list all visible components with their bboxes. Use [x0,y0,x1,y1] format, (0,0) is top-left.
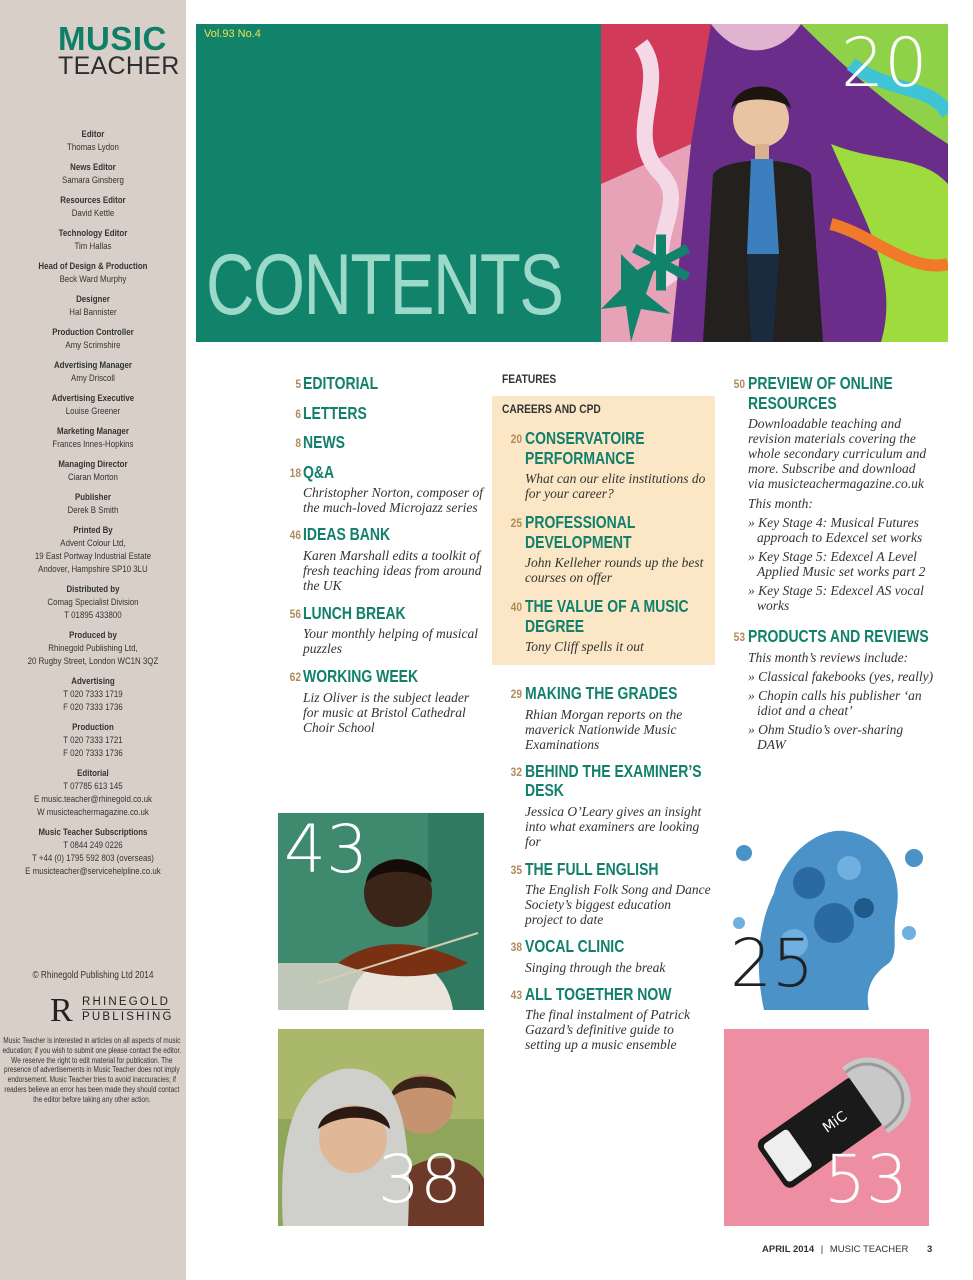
mic-logo-text: MiC [819,1108,851,1137]
entry-page-number: 53 [733,630,745,644]
contents-entry [285,525,485,593]
entry-page-number: 20 [510,432,522,446]
staff-name: Hal Bannister [69,307,117,318]
staff-name: Tim Hallas [74,241,112,252]
staff-role: Head of Design & Production [38,261,148,272]
entry-title: LUNCH BREAK [303,602,406,623]
entry-title: PREVIEW OF ONLINE [748,373,893,393]
entry-title: DEGREE [525,615,585,636]
gears-head-photo [724,813,929,1010]
contents-entry [729,374,934,613]
logo-line-teacher: TEACHER [58,52,180,80]
staff-group [0,491,186,517]
entry-title: THE VALUE OF A MUSIC [525,596,689,616]
right-contents-column [729,374,934,752]
staff-name: E musicteacher@servicehelpline.co.uk [25,866,161,877]
staff-group [0,629,186,668]
music-teacher-logo [58,20,180,80]
staff-role: Advertising [71,676,115,687]
asterisk-glyph: * [629,214,693,342]
staff-role: Music Teacher Subscriptions [38,827,148,838]
entry-description: The English Folk Song and Dance Society’s biggest education project to date [525,882,711,927]
footer-separator: | [820,1244,824,1255]
staff-name: Amy Driscoll [71,373,115,384]
careers-label: CAREERS AND CPD [502,402,601,416]
features-label: FEATURES [502,372,557,386]
preview-bullet: » Key Stage 4: Musical Futures approach to Edexcel set works [748,515,923,545]
contents-entry [506,762,711,849]
staff-role: Editor [81,129,105,140]
careers-label-wrap [502,402,618,416]
entry-title: VOCAL CLINIC [525,936,625,956]
gears-photo-page-number: 25 [730,925,814,1002]
staff-group [0,392,186,418]
entry-description: Tony Cliff spells it out [525,639,644,654]
contents-entry [506,684,711,752]
staff-name: 19 East Portway Industrial Estate [34,551,152,562]
left-contents-column [285,374,485,735]
staff-name: David Kettle [71,208,115,219]
hoodie-photo-page-number: 38 [378,1141,462,1218]
staff-role: Designer [76,294,110,305]
staff-name: F 020 7333 1736 [63,748,123,759]
entry-title: DESK [525,780,564,800]
violin-boy-photo [278,813,484,1010]
staff-group [0,524,186,576]
entry-title: EDITORIAL [303,373,379,393]
staff-role: Advertising Manager [53,360,132,371]
careers-list [506,429,711,654]
staff-group [0,161,186,187]
entry-title: WORKING WEEK [303,666,419,686]
entry-description: Singing through the break [525,959,666,975]
staff-name: W musicteachermagazine.co.uk [37,807,149,818]
entry-title: BEHIND THE EXAMINER’S [525,760,702,781]
staff-list [0,128,186,885]
staff-name: T 01895 433800 [64,610,122,621]
staff-group [0,260,186,286]
staff-name: Ciaran Morton [67,472,118,483]
staff-name: 20 Rugby Street, London WC1N 3QZ [27,656,159,667]
preview-bullet: » Key Stage 5: Edexcel AS vocal works [748,583,924,613]
contents-entry [285,433,485,453]
staff-role: Production Controller [52,327,134,338]
entry-title: Q&A [303,461,335,482]
entry-title: IDEAS BANK [303,524,391,544]
entry-page-number: 56 [289,606,301,621]
staff-role: Technology Editor [58,228,128,239]
staff-role: Managing Director [58,459,128,470]
entry-page-number: 25 [510,516,522,530]
entry-page-number: 6 [295,406,301,421]
products-bullet: » Ohm Studio’s over-sharing DAW [748,721,904,752]
entry-page-number: 50 [733,377,745,391]
contents-entry [506,597,711,654]
mic-photo-page-number: 53 [824,1141,908,1218]
entry-description: Rhian Morgan reports on the maverick Nationwide Music Examinations [525,706,683,752]
contents-entry [506,860,711,928]
staff-role: Resources Editor [60,195,126,206]
entry-title: PROFESSIONAL [525,512,636,532]
rhinegold-r-mark: R [50,992,73,1029]
staff-name: Comag Specialist Division [47,597,139,608]
entry-description: Your monthly helping of musical puzzles [303,626,479,656]
contents-entry [506,429,711,501]
entry-description: Jessica O’Leary gives an insight into what examiners are looking for [525,803,702,849]
staff-name: Rhinegold Publishing Ltd, [48,643,138,654]
masthead-sidebar [0,0,186,1280]
entry-description: Christopher Norton, composer of the much-loved Microjazz series [303,485,484,515]
entry-description: What can our elite institutions do for your career? [525,471,706,501]
staff-role: Produced by [69,630,117,641]
preview-bullet: » Key Stage 5: Edexcel A Level Applied Music set works part 2 [748,549,926,579]
staff-group [0,194,186,220]
entry-title: LETTERS [303,402,367,423]
staff-group [0,425,186,451]
entry-title: PERFORMANCE [525,447,635,468]
entry-title: CONSERVATOIRE [525,428,645,448]
entry-title: MAKING THE GRADES [525,683,678,703]
entry-page-number: 18 [289,465,301,480]
features-list [506,684,711,1052]
staff-name: T 020 7333 1721 [63,735,123,746]
entry-title: RESOURCES [748,392,837,413]
header-photo-page-number: 20 [841,24,928,103]
staff-role: Publisher [74,492,111,503]
entry-description: Liz Oliver is the subject leader for music at Bristol Cathedral Choir School [303,689,470,735]
staff-role: News Editor [70,162,116,173]
issue-number: Vol.93 No.4 [204,28,261,40]
entry-page-number: 32 [510,764,522,779]
rhinegold-rule [82,1009,170,1010]
staff-name: T 07785 613 145 [63,781,123,792]
entry-page-number: 62 [289,670,301,684]
contents-entry [506,937,711,975]
header-photo [601,24,948,342]
staff-name: Derek B Smith [67,505,119,516]
rhinegold-wordmark: RHINEGOLD [82,996,171,1008]
staff-group [0,675,186,714]
preview-subhead: This month: [748,496,813,511]
staff-name: T 020 7333 1719 [63,689,123,700]
entry-title: PRODUCTS AND REVIEWS [748,626,929,646]
microphone-photo [724,1029,929,1226]
contents-entry [506,513,711,585]
entry-page-number: 35 [510,862,522,877]
contents-entry [285,604,485,657]
staff-role: Advertising Executive [51,393,135,404]
staff-name: Louise Greener [65,406,121,417]
staff-name: F 020 7333 1736 [63,702,123,713]
staff-group [0,293,186,319]
staff-role: Distributed by [66,584,120,595]
logo-line-music: MUSIC [58,20,167,57]
staff-role: Marketing Manager [57,426,129,437]
products-subhead: This month’s reviews include: [748,649,909,665]
staff-group [0,359,186,385]
features-column [502,372,712,386]
entry-description: The final instalment of Patrick Gazard’s definitive guide to setting up a music ensemble [525,1007,690,1052]
staff-name: Amy Scrimshire [65,340,121,351]
staff-group [0,767,186,819]
contents-entry [285,463,485,516]
entry-page-number: 38 [510,940,522,954]
staff-name: Advent Colour Ltd, [60,538,126,549]
products-bullet: » Classical fakebooks (yes, really) [748,668,934,684]
staff-role: Editorial [77,768,109,779]
staff-role: Production [72,722,114,733]
staff-name: Frances Innes-Hopkins [52,439,134,450]
entry-title: DEVELOPMENT [525,531,632,552]
contents-entry [285,404,485,424]
violin-photo-page-number: 43 [284,813,368,888]
staff-role: Printed By [73,525,113,536]
rhinegold-logo [50,994,174,1030]
entry-description: Karen Marshall edits a toolkit of fresh teaching ideas from around the UK [303,547,482,593]
staff-group [0,326,186,352]
entry-description: Downloadable teaching and revision materials covering the whole secondary curriculum and more. Subscribe and download via musicteachermagazine.co.uk [748,416,927,491]
entry-page-number: 43 [510,987,522,1002]
staff-name: E music.teacher@rhinegold.co.uk [33,794,152,805]
contents-entry [285,374,485,394]
entry-title: ALL TOGETHER NOW [525,983,672,1004]
hoodie-boys-photo [278,1029,484,1226]
staff-name: T 0844 249 0226 [63,840,123,851]
products-bullet: » Chopin calls his publisher ‘an idiot and a cheat’ [748,687,922,718]
entry-title: NEWS [303,432,345,452]
contents-entry [506,985,711,1053]
staff-group [0,128,186,154]
staff-name: Thomas Lydon [67,142,119,153]
staff-name: Beck Ward Murphy [59,274,127,285]
contents-entry [729,627,934,752]
publishing-wordmark: PUBLISHING [82,1011,174,1023]
entry-page-number: 5 [295,377,301,391]
staff-name: T +44 (0) 1795 592 803 (overseas) [31,853,154,864]
staff-group [0,721,186,760]
staff-group [0,458,186,484]
copyright: © Rhinegold Publishing Ltd 2014 [32,970,154,981]
entry-page-number: 8 [295,436,301,450]
entry-page-number: 46 [289,528,301,542]
entry-description: John Kelleher rounds up the best courses on offer [525,555,704,585]
staff-group [0,583,186,622]
staff-group [0,227,186,253]
entry-page-number: 29 [510,687,522,701]
entry-page-number: 40 [510,600,522,614]
footer-page-number: 3 [926,1244,933,1255]
staff-group [0,826,186,878]
page-footer [762,1244,932,1255]
footer-magazine: MUSIC TEACHER [829,1244,909,1255]
page-title: CONTENTS [206,237,563,333]
entry-title: THE FULL ENGLISH [525,858,659,879]
contents-entry [285,667,485,735]
staff-name: Samara Ginsberg [62,175,124,186]
footer-date: APRIL 2014 [762,1244,815,1255]
staff-name: Andover, Hampshire SP10 3LU [38,564,148,575]
disclaimer: Music Teacher is interested in articles on all aspects of music education; if you wish to submit one please contact the editor. We reserve the right to edit material for publication. The presence of advertisements in Music Teacher does not imply endorsement. Music Teacher tries to avoid inaccuracies; if readers believe an error has been made they should contact the editor before taking any other action. [2,1036,182,1104]
